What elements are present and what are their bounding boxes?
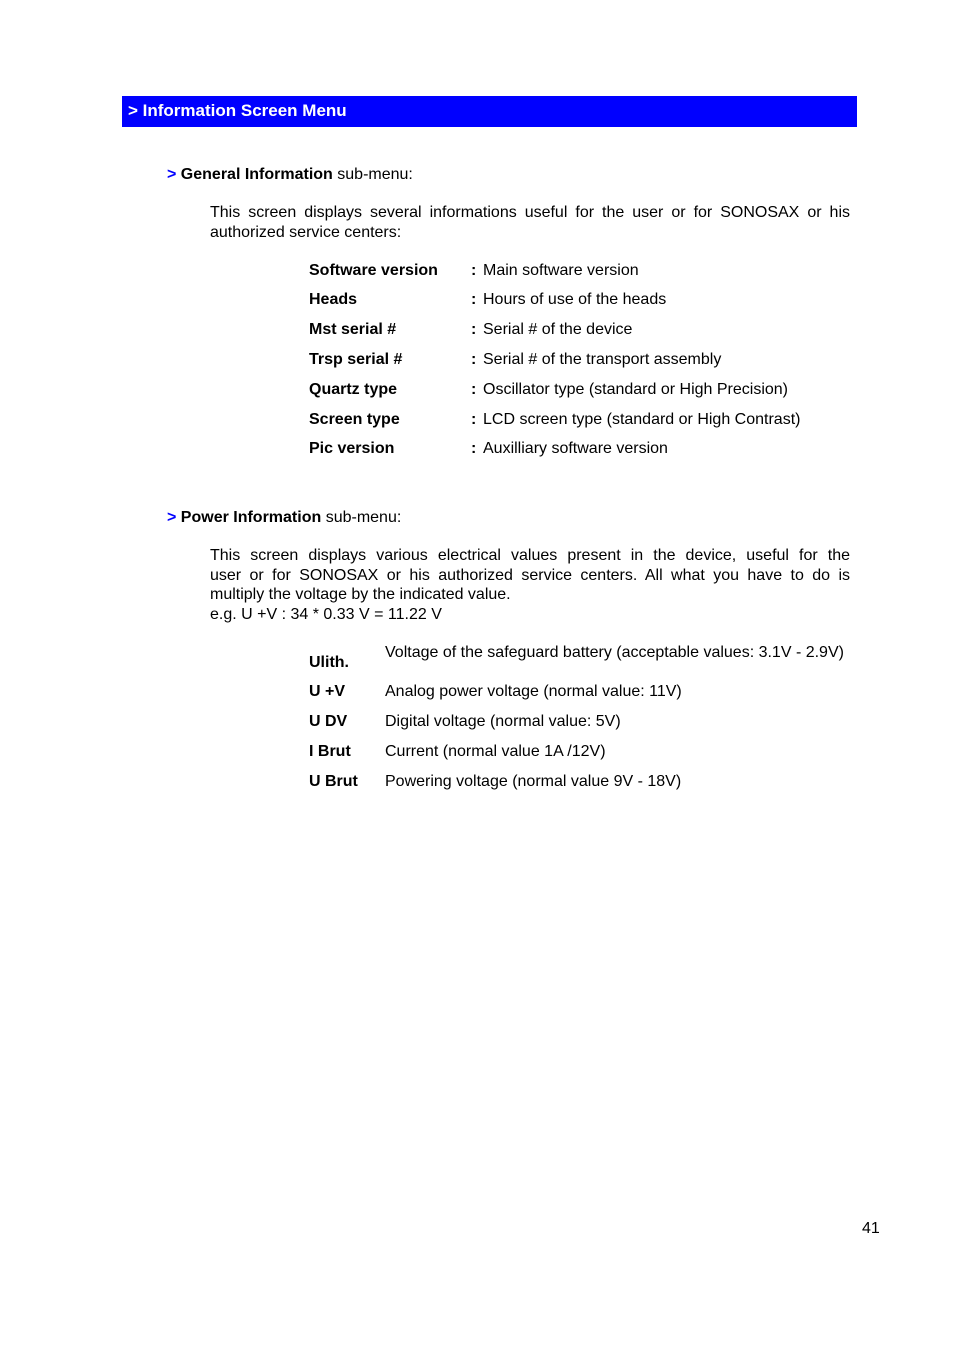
power-term: I Brut (309, 743, 351, 760)
info-row-quartz-type (309, 380, 869, 400)
power-description: Voltage of the safeguard battery (acceptable values: 3.1V - 2.9V) (385, 644, 844, 661)
info-colon: : (471, 381, 477, 398)
arrow-marker: > (167, 166, 177, 183)
intro-line: This screen displays various electrical values present in the device, useful for the (210, 547, 850, 564)
intro-line: authorized service centers: (210, 223, 402, 241)
info-colon: : (471, 440, 477, 457)
info-colon: : (471, 262, 477, 279)
info-row-software-version (309, 261, 869, 281)
power-term: Ulith. (309, 654, 349, 671)
page-number: 41 (862, 1220, 880, 1237)
info-term: Quartz type (309, 381, 398, 398)
general-information-title: General Information (180, 166, 333, 183)
info-description: LCD screen type (standard or High Contrast) (483, 411, 801, 428)
info-colon: : (471, 291, 477, 308)
power-description: Analog power voltage (normal value: 11V) (385, 683, 682, 700)
general-information-suffix: sub-menu: (332, 166, 413, 183)
intro-line: This screen displays several informations useful for the user or for SONOSAX or his (210, 204, 850, 221)
info-row-mst-serial (309, 320, 869, 340)
power-description: Current (normal value 1A /12V) (385, 743, 606, 760)
info-row-heads (309, 290, 869, 310)
info-term: Heads (309, 291, 358, 308)
power-row-u-dv (309, 712, 855, 732)
info-description: Main software version (483, 262, 639, 279)
info-colon: : (471, 351, 477, 368)
arrow-marker: > (167, 509, 177, 526)
power-information-suffix: sub-menu: (321, 509, 402, 526)
power-term: U Brut (309, 773, 358, 790)
power-row-i-brut (309, 742, 855, 762)
intro-line: multiply the voltage by the indicated value. (210, 586, 511, 603)
general-information-intro (210, 203, 850, 242)
power-description: Powering voltage (normal value 9V - 18V) (385, 773, 682, 790)
power-information-intro (210, 546, 850, 624)
general-information-heading (167, 166, 413, 184)
power-description: Digital voltage (normal value: 5V) (385, 713, 621, 730)
info-description: Serial # of the transport assembly (483, 351, 722, 368)
info-row-screen-type (309, 410, 869, 430)
info-colon: : (471, 411, 477, 428)
intro-line: user or for SONOSAX or his authorized service centers. All what you have to do is (210, 566, 850, 584)
power-term: U DV (309, 713, 348, 730)
info-row-pic-version (309, 439, 869, 459)
info-description: Oscillator type (standard or High Precision) (483, 381, 789, 398)
info-term: Screen type (309, 411, 400, 428)
section-title: > Information Screen Menu (128, 101, 347, 120)
power-information-heading (167, 509, 401, 527)
info-term: Pic version (309, 440, 395, 457)
section-header-bar (122, 96, 857, 127)
info-description: Serial # of the device (483, 321, 633, 338)
power-row-ulith (309, 643, 855, 683)
info-row-trsp-serial (309, 350, 869, 370)
info-term: Software version (309, 262, 438, 279)
info-description: Auxilliary software version (483, 440, 668, 457)
info-term: Mst serial # (309, 321, 397, 338)
power-row-u-brut (309, 772, 855, 792)
info-colon: : (471, 321, 477, 338)
info-term: Trsp serial # (309, 351, 403, 368)
power-information-title: Power Information (180, 509, 322, 526)
power-row-u-plus-v (309, 682, 855, 702)
example-formula: e.g. U +V : 34 * 0.33 V = 11.22 V (210, 605, 442, 623)
info-description: Hours of use of the heads (483, 291, 667, 308)
power-term: U +V (309, 683, 346, 700)
